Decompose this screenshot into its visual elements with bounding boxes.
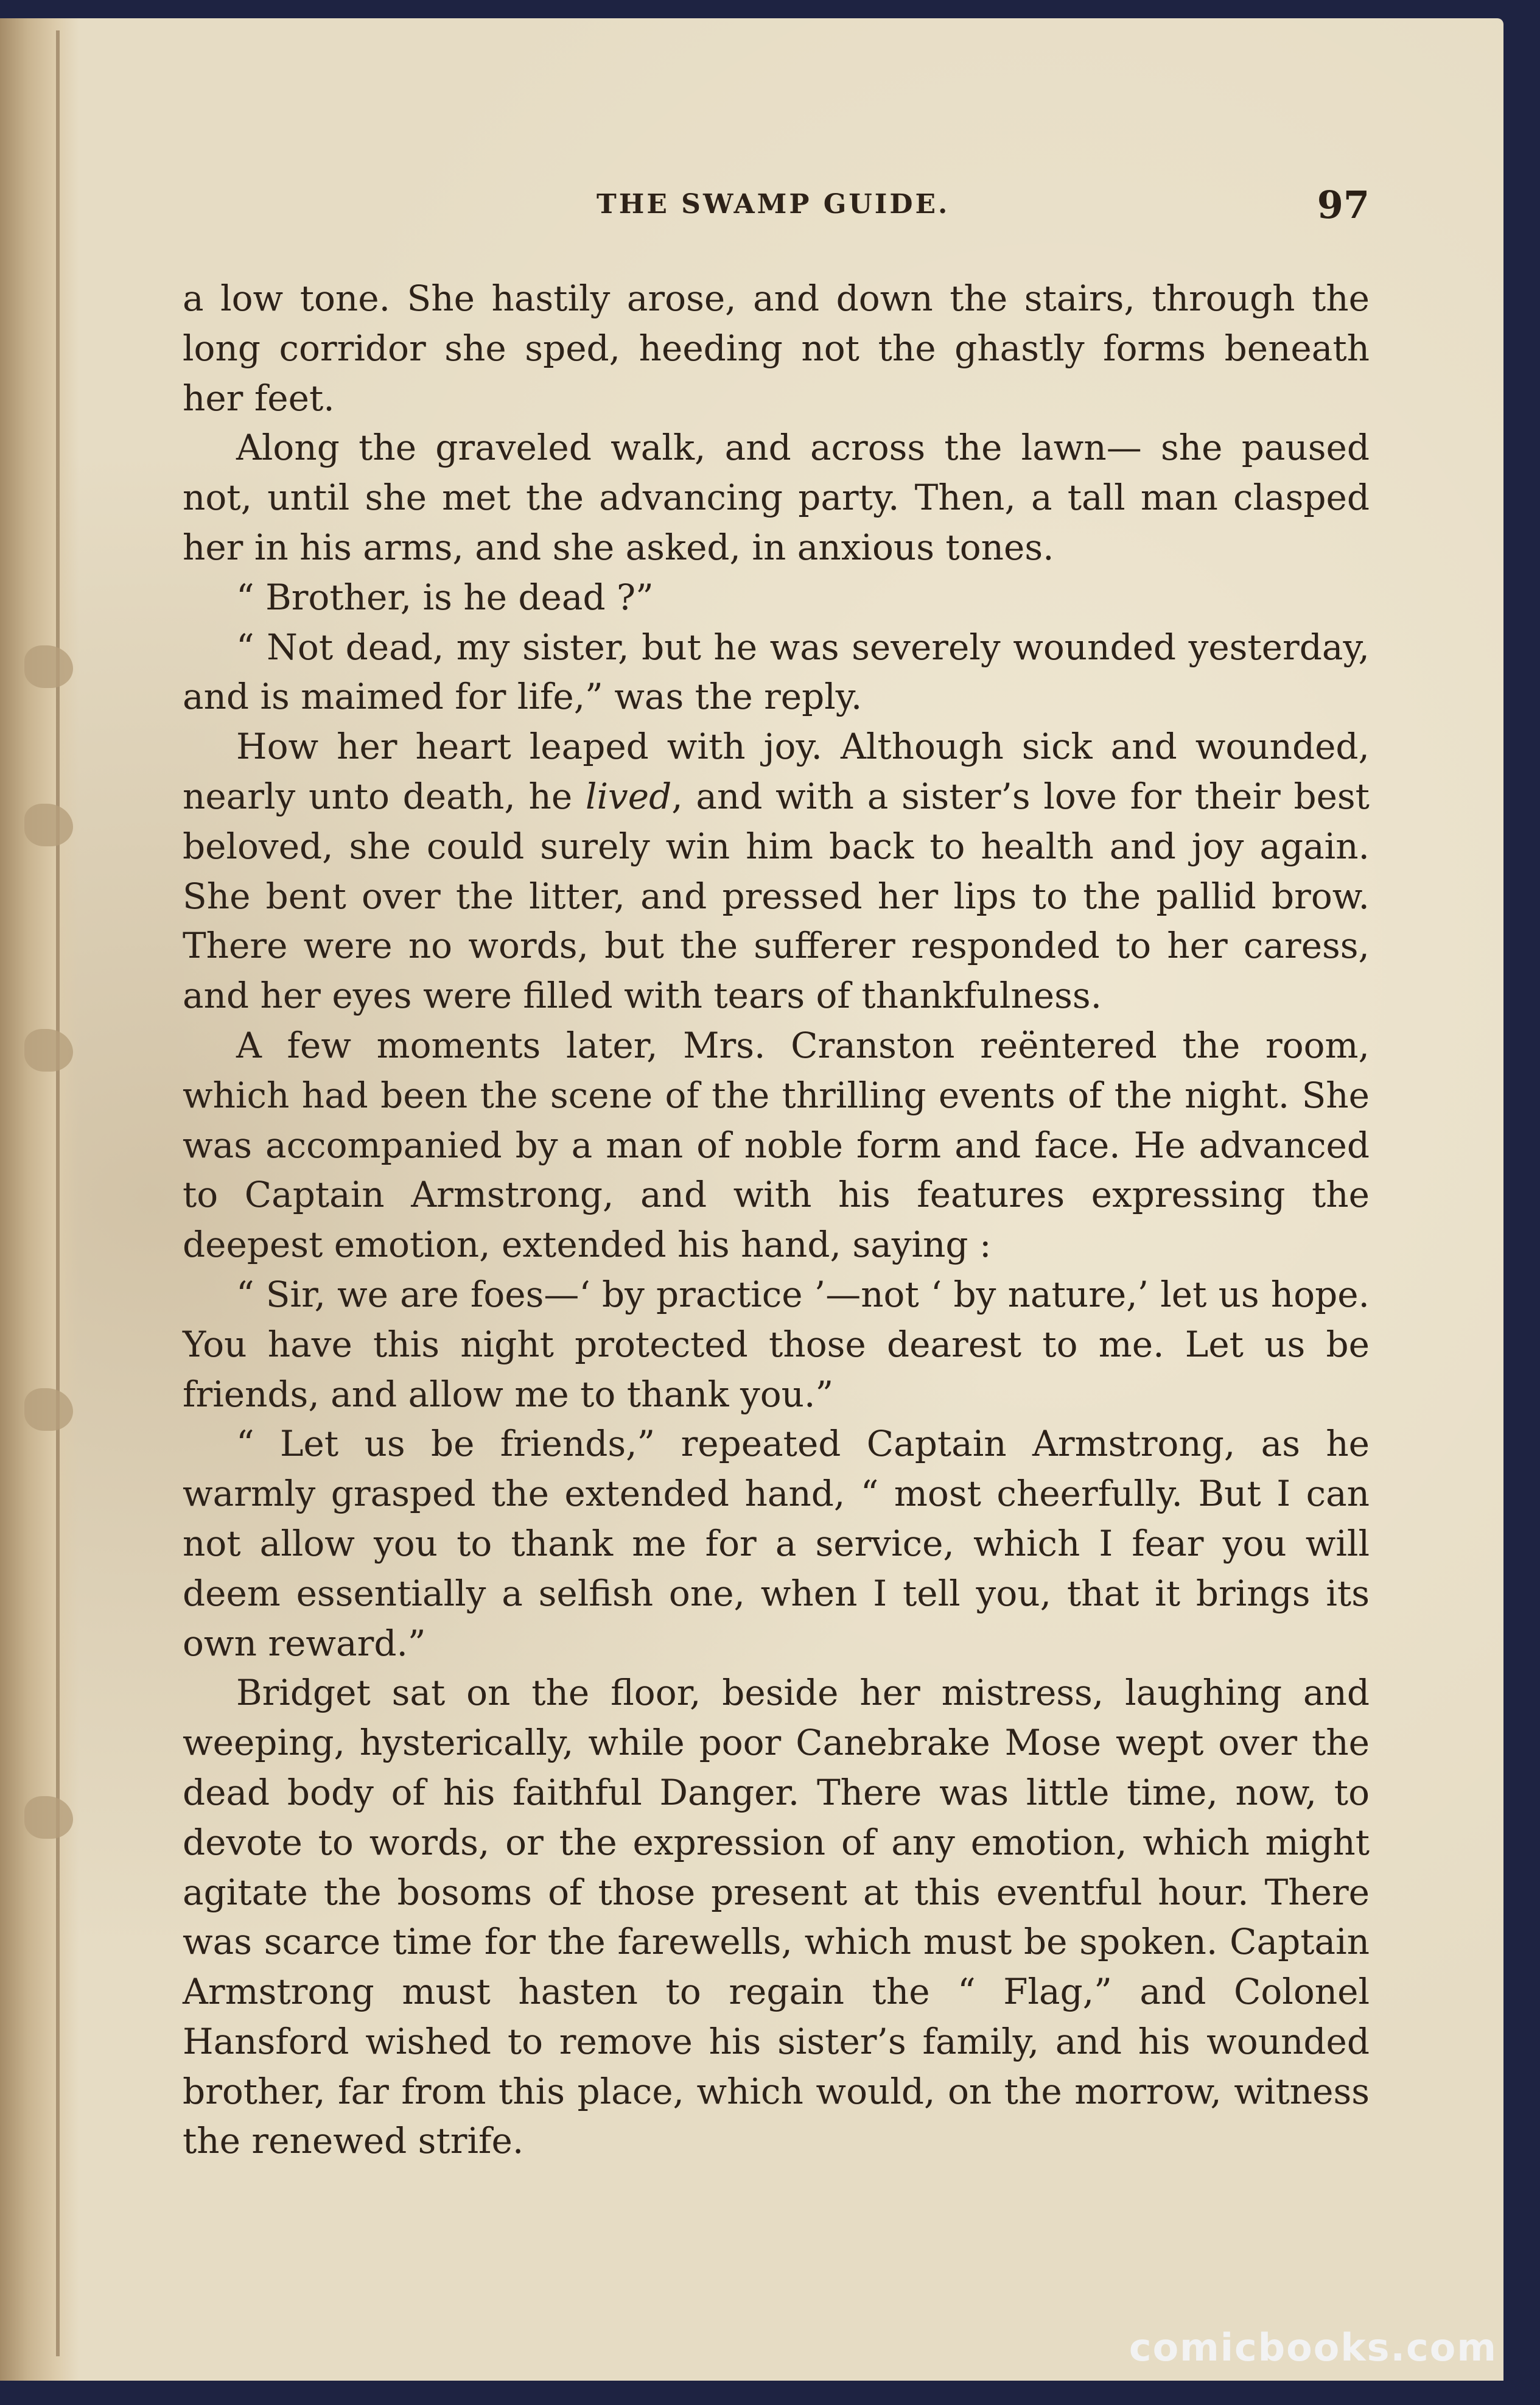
paragraph: Along the graveled walk, and across the lawn— she paused not, until she met the advancing party. Then, a tall man clasped her in his arms, and she asked, in anxious tones. [183, 427, 1370, 568]
paragraph: “ Sir, we are foes—‘ by practice ’—not ‘ by nature,’ let us hope. You have this night protected those dearest to me. Let us be friends, and allow me to thank you.” [183, 1273, 1370, 1415]
italic-emphasis: lived [585, 775, 672, 817]
paragraph-text: , and with a sister’s love for their best beloved, she could surely win him back to health and joy again. She bent over the litter, and pressed her lips to the pallid brow. There were no words, but the sufferer responded to her caress, and her eyes were filled with tears of thankfulness. [183, 775, 1370, 1017]
paragraph-text: How her heart leaped with joy. Although sick and wounded, nearly unto death, he [183, 726, 1370, 817]
paragraph [183, 722, 1370, 1021]
book-page [0, 18, 1503, 2381]
running-header [183, 183, 1370, 231]
paper-tear-mark [24, 645, 73, 688]
spine-crease [56, 30, 60, 2356]
paragraph: “ Brother, is he dead ?” [236, 576, 654, 618]
page-gutter [0, 18, 79, 2381]
paper-tear-mark [24, 1796, 73, 1839]
site-watermark: comicbooks.com [1129, 2325, 1497, 2370]
paragraph: Bridget sat on the floor, beside her mistress, laughing and weeping, hysterically, while poor Canebrake Mose wept over the dead body of his faithful Danger. There was little time, now, to devote to words, or the expression of any emotion, which might agitate the bosoms of those present at this eventful hour. There was scarce time for the farewells, which must be spoken. Captain Armstrong must hasten to regain the “ Flag,” and Colonel Hansford wished to remove his sister’s family, and his wounded brother, far from this place, which would, on the morrow, witness the renewed strife. [183, 1672, 1370, 2162]
paragraph: “ Let us be friends,” repeated Captain Armstrong, as he warmly grasped the extended hand, “ most cheerfully. But I can not allow you to thank me for a service, which I fear you will deem essentially a selfish one, when I tell you, that it brings its own reward.” [183, 1423, 1370, 1664]
page-number: 97 [1317, 183, 1370, 227]
paragraph: “ Not dead, my sister, but he was severely wounded yesterday, and is maimed for life,” was the reply. [183, 626, 1370, 718]
running-title: THE SWAMP GUIDE. [597, 189, 950, 220]
paper-tear-mark [24, 1388, 73, 1431]
paragraph: A few moments later, Mrs. Cranston reëntered the room, which had been the scene of the thrilling events of the night. She was accompanied by a man of noble form and face. He advanced to Captain Armstrong, and with his features expressing the deepest emotion, extended his hand, saying : [183, 1024, 1370, 1266]
body-text [183, 274, 1370, 2166]
paragraph: a low tone. She hastily arose, and down the stairs, through the long corridor she sped, heeding not the ghastly forms beneath her feet. [183, 278, 1370, 419]
paper-tear-mark [24, 804, 73, 846]
paper-tear-mark [24, 1029, 73, 1072]
